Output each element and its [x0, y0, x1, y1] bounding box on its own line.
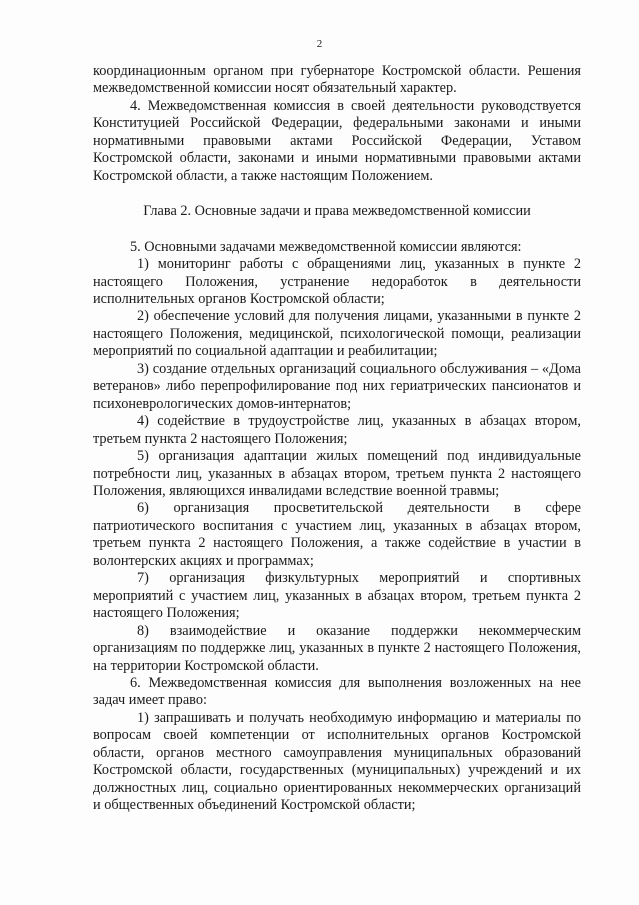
paragraph-5-item-3: 3) создание отдельных организаций социального обслуживания – «Дома ветеранов» либо перепрофилирование под них гериатрических пансионатов и психоневрологических домов-интернатов;	[93, 360, 581, 412]
paragraph-4: 4. Межведомственная комиссия в своей деятельности руководствуется Конституцией Российской Федерации, федеральными законами и иными нормативными правовыми актами Российской Федерации, Уставом Костромской области, законами и иными нормативными правовыми актами Костромской области, а также настоящим Положением.	[93, 97, 581, 184]
paragraph-5-item-5: 5) организация адаптации жилых помещений под индивидуальные потребности лиц, указанных в абзацах втором, третьем пункта 2 настоящего Положения, являющихся инвалидами вследствие военной травмы;	[93, 448, 581, 499]
paragraph-5-item-4: 4) содействие в трудоустройстве лиц, указанных в абзацах втором, третьем пункта 2 настоящего Положения;	[93, 413, 581, 447]
paragraph-5-item-8: 8) взаимодействие и оказание поддержки некоммерческим организациям по поддержке лиц, указанных в пункте 2 настоящего Положения, на территории Костромской области.	[93, 622, 581, 674]
paragraph-intro-continuation: координационным органом при губернаторе Костромской области. Решения межведомственной комиссии носят обязательный характер.	[93, 63, 581, 97]
page-number: 2	[316, 38, 323, 50]
paragraph-5: 5. Основными задачами межведомственной комиссии являются:	[130, 238, 522, 255]
chapter-heading: Глава 2. Основные задачи и права межведомственной комиссии	[143, 203, 531, 220]
paragraph-5-item-7: 7) организация физкультурных мероприятий и спортивных мероприятий с участием лиц, указанных в абзацах втором, третьем пункта 2 настоящего Положения;	[93, 570, 581, 622]
document-body	[93, 63, 581, 815]
paragraph-5-item-6: 6) организация просветительской деятельности в сфере патриотического воспитания с участием лиц, указанных в абзацах втором, третьем пункта 2 настоящего Положения, а также содействие в участии в волонтерских акциях и программах;	[93, 500, 581, 569]
paragraph-5-item-2: 2) обеспечение условий для получения лицами, указанными в пункте 2 настоящего Положения, медицинской, психологической помощи, реализации мероприятий по социальной адаптации и реабилитации;	[93, 308, 581, 360]
paragraph-5-item-1: 1) мониторинг работы с обращениями лиц, указанных в пункте 2 настоящего Положения, устранение недоработок в деятельности исполнительных органов Костромской области;	[93, 256, 581, 307]
paragraph-6: 6. Межведомственная комиссия для выполнения возложенных на нее задач имеет право:	[93, 674, 581, 709]
paragraph-6-item-1: 1) запрашивать и получать необходимую информацию и материалы по вопросам своей компетенции от исполнительных органов Костромской области, органов местного самоуправления муниципальных образований Костромской области, государственных (муниципальных) учреждений и их должностных лиц, социально ориентированных некоммерческих организаций и общественных объединений Костромской области;	[93, 709, 581, 814]
